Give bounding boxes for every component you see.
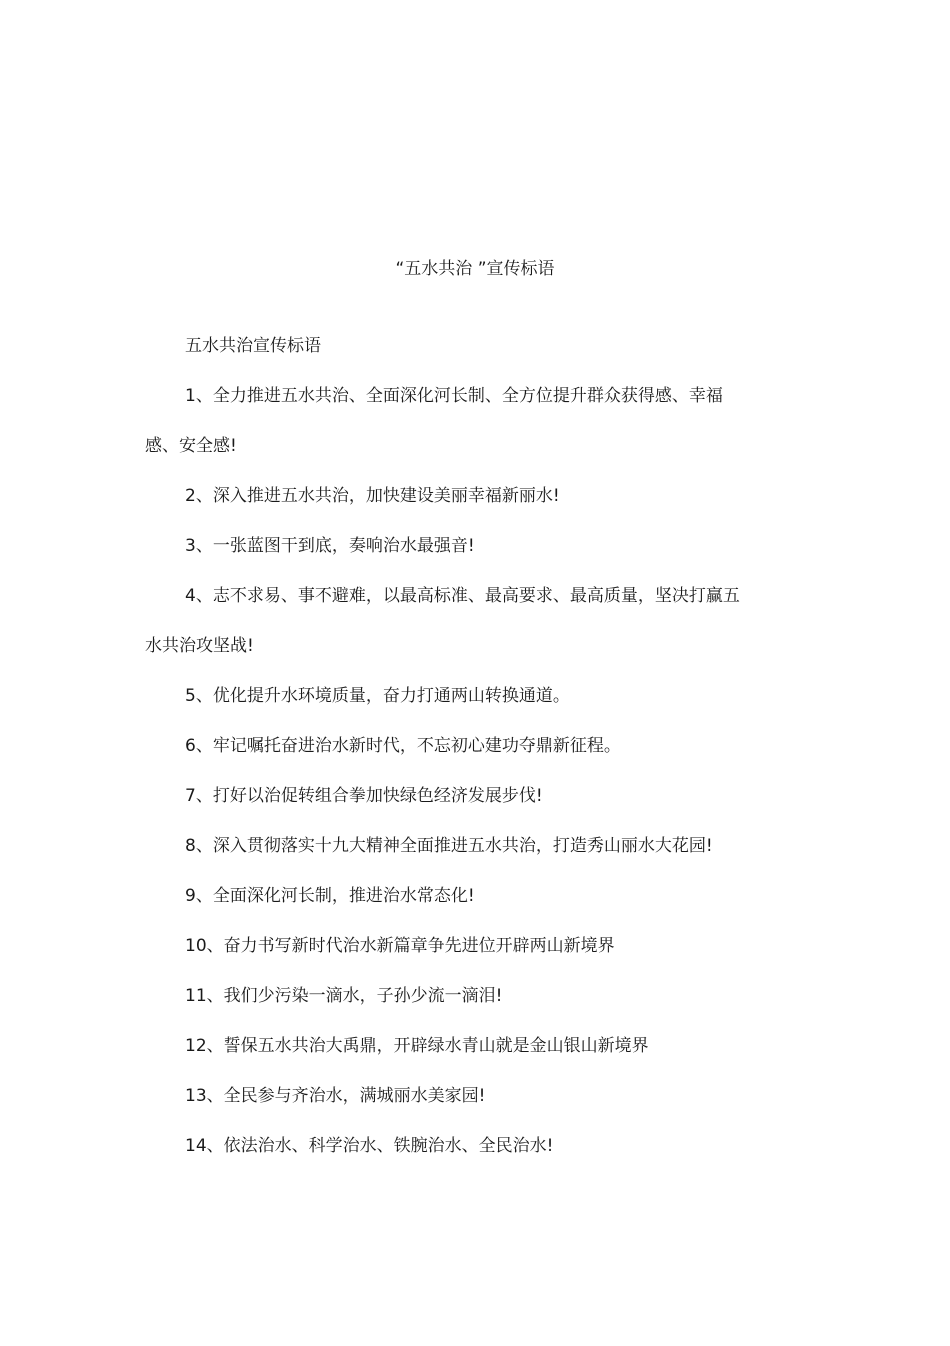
slogan-item-4: 4、志不求易、事不避难，以最高标准、最高要求、最高质量，坚决打赢五水共治攻坚战!	[145, 586, 740, 656]
slogan-item-11: 11、我们少污染一滴水，子孙少流一滴泪!	[185, 986, 503, 1006]
slogan-item-10: 10、奋力书写新时代治水新篇章争先进位开辟两山新境界	[185, 936, 615, 956]
document-title: “五水共治 ”宣传标语	[395, 259, 555, 279]
slogan-item-2: 2、深入推进五水共治，加快建设美丽幸福新丽水!	[185, 486, 560, 506]
document-body	[145, 321, 755, 1171]
slogan-item-9: 9、全面深化河长制，推进治水常态化!	[185, 886, 475, 906]
slogan-item-6: 6、牢记嘱托奋进治水新时代，不忘初心建功夺鼎新征程。	[185, 736, 621, 756]
slogan-item-5: 5、优化提升水环境质量，奋力打通两山转换通道。	[185, 686, 570, 706]
document-subtitle: 五水共治宣传标语	[185, 336, 321, 356]
slogan-item-8: 8、深入贯彻落实十九大精神全面推进五水共治，打造秀山丽水大花园!	[185, 836, 713, 856]
slogan-item-13: 13、全民参与齐治水，满城丽水美家园!	[185, 1086, 486, 1106]
slogan-item-14: 14、依法治水、科学治水、铁腕治水、全民治水!	[185, 1136, 554, 1156]
slogan-item-1: 1、全力推进五水共治、全面深化河长制、全方位提升群众获得感、幸福感、安全感!	[145, 386, 723, 456]
slogan-item-12: 12、誓保五水共治大禹鼎，开辟绿水青山就是金山银山新境界	[185, 1036, 649, 1056]
slogan-item-7: 7、打好以治促转组合拳加快绿色经济发展步伐!	[185, 786, 543, 806]
slogan-item-3: 3、一张蓝图干到底，奏响治水最强音!	[185, 536, 475, 556]
